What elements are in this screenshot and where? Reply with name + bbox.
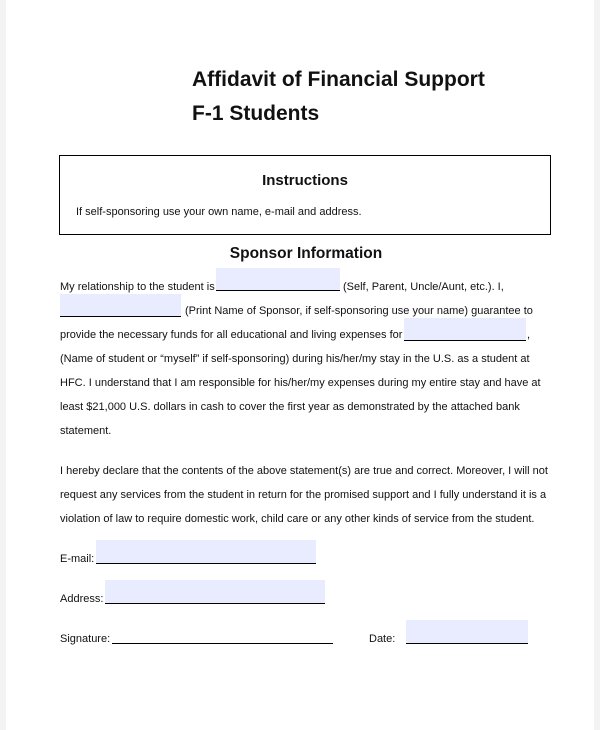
date-field[interactable] <box>406 620 528 644</box>
instructions-box <box>59 155 551 235</box>
sponsor-information-heading: Sponsor Information <box>229 245 383 262</box>
paragraph2-line2: request any services from the student in return for the promised support and I fully understand it is a <box>60 489 547 501</box>
signature-label: Signature: <box>60 633 111 645</box>
instructions-text: If self-sponsoring use your own name, e-mail and address. <box>76 206 362 218</box>
instructions-heading: Instructions <box>262 172 348 189</box>
page-edge-left <box>0 0 6 730</box>
email-label: E-mail: <box>60 553 95 565</box>
paragraph1-line6: least $21,000 U.S. dollars in cash to cover the first year as demonstrated by the attached bank <box>60 401 520 413</box>
paragraph1-line5: HFC. I understand that I am responsible for his/her/my expenses during my entire stay and have at <box>60 377 541 389</box>
relationship-label: My relationship to the student is <box>60 281 215 293</box>
relationship-hint: (Self, Parent, Uncle/Aunt, etc.). I, <box>343 281 504 293</box>
date-label: Date: <box>369 633 396 645</box>
sponsor-name-hint: (Print Name of Sponsor, if self-sponsoring use your name) guarantee to <box>185 305 533 317</box>
paragraph1-line7: statement. <box>60 425 112 437</box>
signature-line[interactable] <box>112 643 333 644</box>
relationship-field[interactable] <box>216 268 340 291</box>
sponsor-name-field[interactable] <box>60 294 181 317</box>
address-label: Address: <box>60 593 104 605</box>
paragraph1-line4: (Name of student or “myself” if self-sponsoring) during his/her/my stay in the U.S. as a student at <box>60 353 530 365</box>
email-field[interactable] <box>96 540 316 564</box>
address-field[interactable] <box>105 580 325 604</box>
student-name-field[interactable] <box>404 318 526 341</box>
expenses-text: provide the necessary funds for all educational and living expenses for <box>60 329 403 341</box>
paragraph2-line1: I hereby declare that the contents of the above statement(s) are true and correct. Moreover, I will not <box>60 465 548 477</box>
document-subtitle: F-1 Students <box>192 102 320 125</box>
document-title: Affidavit of Financial Support <box>192 68 485 91</box>
page-edge-right <box>594 0 600 730</box>
comma-text: , <box>527 329 531 341</box>
paragraph2-line3: violation of law to require domestic work, child care or any other kinds of service from the student. <box>60 513 535 525</box>
